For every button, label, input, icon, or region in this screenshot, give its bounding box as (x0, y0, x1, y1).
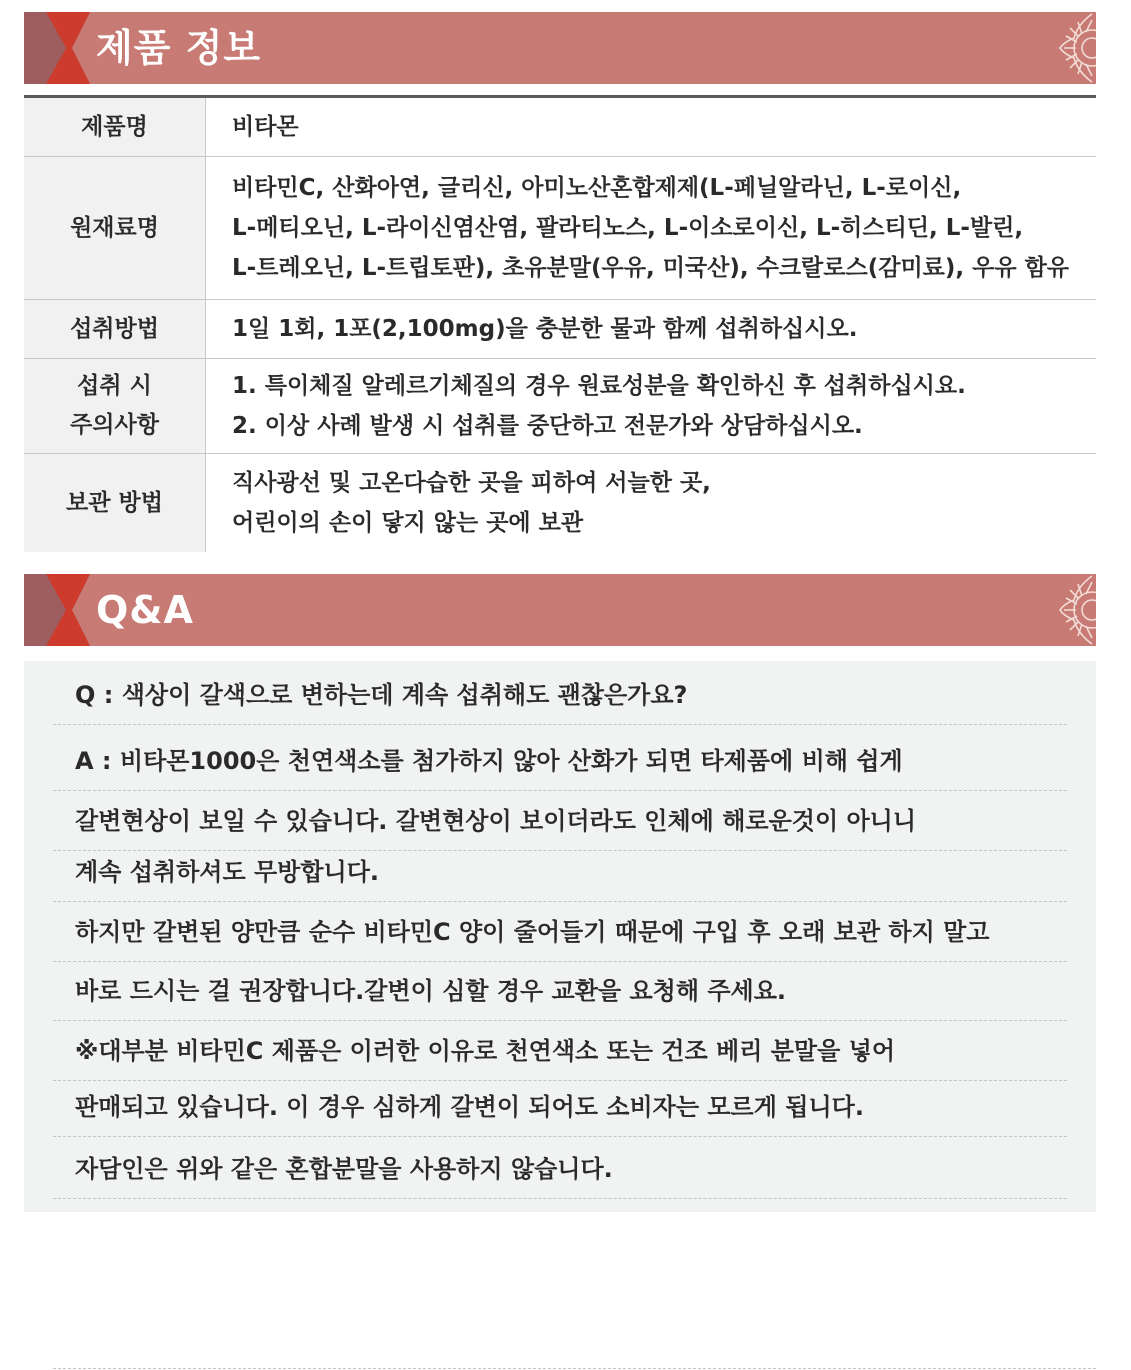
qa-answer-line: 계속 섭취하셔도 무방합니다. (53, 842, 1067, 902)
red-chevron-icon (24, 12, 104, 84)
qa-question: Q : 색상이 갈색으로 변하는데 계속 섭취해도 괜찮은가요? (53, 665, 1067, 725)
row-label (24, 359, 206, 453)
qa-content (24, 661, 1096, 1212)
table-row (24, 300, 1096, 359)
table-row (24, 98, 1096, 157)
label-text: 보관 방법 (66, 489, 163, 516)
row-value (206, 300, 1096, 358)
product-info-banner (24, 12, 1096, 84)
bottom-divider (53, 1368, 1096, 1369)
value-text: 비타민C, 산화아연, 글리신, 아미노산혼합제제(L-페닐알라닌, L-로이신, (232, 175, 962, 201)
qa-banner (24, 574, 1096, 646)
label-text: 제품명 (81, 113, 148, 140)
row-value (206, 98, 1096, 156)
label-text: 섭취방법 (70, 315, 159, 342)
table-row (24, 359, 1096, 454)
value-text: L-트레오닌, L-트립토판), 초유분말(우유, 미국산), 수크랄로스(감미료), 우유 함유 (232, 255, 1070, 281)
product-info-table (24, 95, 1096, 552)
row-value (206, 359, 1096, 453)
qa-note-line: 판매되고 있습니다. 이 경우 심하게 갈변이 되어도 소비자는 모르게 됩니다. (53, 1077, 1067, 1137)
label-text: 섭취 시 (77, 373, 152, 399)
qa-answer-line: 바로 드시는 걸 권장합니다.갈변이 심할 경우 교환을 요청해 주세요. (53, 961, 1067, 1021)
qa-answer-line: A : 비타몬1000은 천연색소를 첨가하지 않아 산화가 되면 타제품에 비해 쉽게 (53, 731, 1067, 791)
section-title-qa: Q&A (96, 588, 194, 632)
label-text: 원재료명 (70, 214, 159, 241)
value-text: 1일 1회, 1포(2,100mg)을 충분한 물과 함께 섭취하십시오. (232, 316, 858, 342)
qa-note-line: 자담인은 위와 같은 혼합분말을 사용하지 않습니다. (53, 1139, 1067, 1199)
row-value (206, 454, 1096, 552)
qa-note-line: ※대부분 비타민C 제품은 이러한 이유로 천연색소 또는 건조 베리 분말을 넣어 (53, 1021, 1067, 1081)
row-label (24, 454, 206, 552)
table-row (24, 454, 1096, 552)
section-title-product-info: 제품 정보 (96, 26, 262, 70)
flower-ornament-icon (1034, 12, 1096, 84)
value-text: 어린이의 손이 닿지 않는 곳에 보관 (232, 510, 584, 536)
qa-answer-line: 갈변현상이 보일 수 있습니다. 갈변현상이 보이더라도 인체에 해로운것이 아니니 (53, 791, 1067, 851)
value-text: 직사광선 및 고온다습한 곳을 피하여 서늘한 곳, (232, 470, 711, 496)
value-text: L-메티오닌, L-라이신염산염, 팔라티노스, L-이소로이신, L-히스티딘, L-발린, (232, 215, 1024, 241)
label-text: 주의사항 (70, 412, 159, 438)
row-label (24, 98, 206, 156)
red-chevron-icon (24, 574, 104, 646)
row-label (24, 157, 206, 299)
value-text: 비타몬 (232, 114, 299, 140)
qa-answer-line: 하지만 갈변된 양만큼 순수 비타민C 양이 줄어들기 때문에 구입 후 오래 보관 하지 말고 (53, 902, 1067, 962)
table-row (24, 157, 1096, 300)
row-value (206, 157, 1096, 299)
value-text: 1. 특이체질 알레르기체질의 경우 원료성분을 확인하신 후 섭취하십시요. (232, 373, 966, 399)
flower-ornament-icon (1034, 574, 1096, 646)
value-text: 2. 이상 사례 발생 시 섭취를 중단하고 전문가와 상담하십시오. (232, 413, 863, 439)
row-label (24, 300, 206, 358)
